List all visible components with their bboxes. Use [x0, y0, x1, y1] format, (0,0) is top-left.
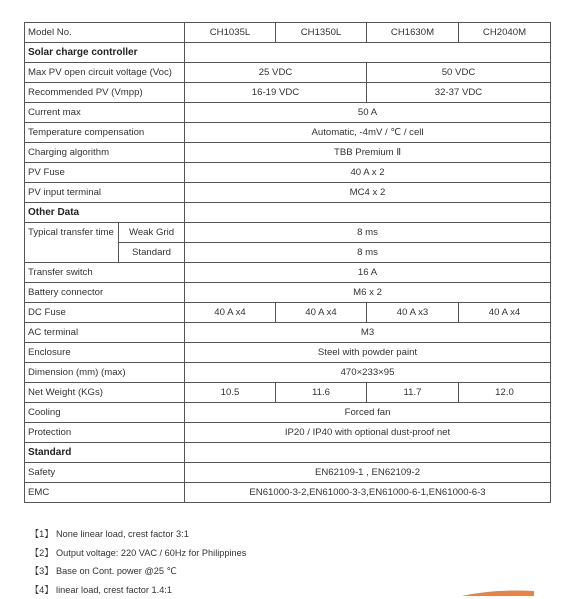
row-value: Automatic, -4mV / ℃ / cell: [185, 123, 551, 143]
row-value: 8 ms: [185, 223, 551, 243]
row-value: Forced fan: [185, 403, 551, 423]
section-empty-cell: [185, 443, 551, 463]
row-label: Recommended PV (Vmpp): [25, 83, 185, 103]
row-value: 40 A x4: [276, 303, 367, 323]
footnote: 【3】 Base on Cont. power @25 ℃: [30, 562, 246, 581]
row-value: 11.6: [276, 383, 367, 403]
row-value: 32-37 VDC: [367, 83, 551, 103]
model-1: CH1035L: [185, 23, 276, 43]
row-label: Battery connector: [25, 283, 185, 303]
table-row: [25, 103, 551, 123]
section-row-standard: [25, 443, 551, 463]
table-row: [25, 303, 551, 323]
table-row: [25, 83, 551, 103]
table-row: [25, 163, 551, 183]
table-row: [25, 403, 551, 423]
footnote: 【1】 None linear load, crest factor 3:1: [30, 525, 246, 544]
row-label: Max PV open circuit voltage (Voc): [25, 63, 185, 83]
row-label: PV Fuse: [25, 163, 185, 183]
table-row: [25, 63, 551, 83]
section-title-standard: Standard: [25, 443, 185, 463]
row-value: M6 x 2: [185, 283, 551, 303]
model-no-label: Model No.: [25, 23, 185, 43]
row-label: Safety: [25, 463, 185, 483]
row-value: IP20 / IP40 with optional dust-proof net: [185, 423, 551, 443]
row-value: Steel with powder paint: [185, 343, 551, 363]
row-label: Current max: [25, 103, 185, 123]
section-empty-cell: [185, 203, 551, 223]
row-label: Charging algorithm: [25, 143, 185, 163]
footnote: 【4】 linear load, crest factor 1.4:1: [30, 581, 246, 599]
model-2: CH1350L: [276, 23, 367, 43]
row-value: TBB Premium Ⅱ: [185, 143, 551, 163]
row-label: Protection: [25, 423, 185, 443]
row-value: 16-19 VDC: [185, 83, 367, 103]
row-value: 11.7: [367, 383, 459, 403]
orange-swoosh-decoration: [462, 588, 534, 596]
row-value: 10.5: [185, 383, 276, 403]
table-row: [25, 463, 551, 483]
row-label: DC Fuse: [25, 303, 185, 323]
row-label: Dimension (mm) (max): [25, 363, 185, 383]
row-value: 40 A x4: [459, 303, 551, 323]
row-value: 25 VDC: [185, 63, 367, 83]
section-title-solar: Solar charge controller: [25, 43, 185, 63]
footnote: 【2】 Output voltage: 220 VAC / 60Hz for Philippines: [30, 544, 246, 563]
row-label: Transfer switch: [25, 263, 185, 283]
row-label: AC terminal: [25, 323, 185, 343]
row-label: Typical transfer time: [25, 223, 119, 263]
row-value: 40 A x3: [367, 303, 459, 323]
footnotes: [30, 525, 246, 599]
table-row: [25, 383, 551, 403]
table-row: [25, 323, 551, 343]
row-value: 16 A: [185, 263, 551, 283]
table-row: [25, 483, 551, 503]
spec-table: [24, 22, 551, 503]
row-label: PV input terminal: [25, 183, 185, 203]
table-row: [25, 283, 551, 303]
row-value: 470×233×95: [185, 363, 551, 383]
model-4: CH2040M: [459, 23, 551, 43]
table-row: [25, 343, 551, 363]
row-value: EN61000-3-2,EN61000-3-3,EN61000-6-1,EN61000-6-3: [185, 483, 551, 503]
table-row: [25, 143, 551, 163]
section-empty-cell: [185, 43, 551, 63]
table-row: [25, 423, 551, 443]
sub-label: Weak Grid: [119, 223, 185, 243]
table-row: [25, 363, 551, 383]
model-3: CH1630M: [367, 23, 459, 43]
row-label: Cooling: [25, 403, 185, 423]
table-row: [25, 183, 551, 203]
section-row-solar: [25, 43, 551, 63]
row-value: 50 A: [185, 103, 551, 123]
row-value: M3: [185, 323, 551, 343]
section-title-other: Other Data: [25, 203, 185, 223]
sub-label: Standard: [119, 243, 185, 263]
row-label: Enclosure: [25, 343, 185, 363]
section-row-other: [25, 203, 551, 223]
table-row-header: [25, 23, 551, 43]
table-row: [25, 223, 551, 243]
row-value: MC4 x 2: [185, 183, 551, 203]
row-label: Temperature compensation: [25, 123, 185, 143]
table-row: [25, 123, 551, 143]
row-label: EMC: [25, 483, 185, 503]
row-value: 8 ms: [185, 243, 551, 263]
row-label: Net Weight (KGs): [25, 383, 185, 403]
row-value: 40 A x 2: [185, 163, 551, 183]
row-value: 40 A x4: [185, 303, 276, 323]
row-value: EN62109-1 , EN62109-2: [185, 463, 551, 483]
row-value: 12.0: [459, 383, 551, 403]
table-row: [25, 263, 551, 283]
row-value: 50 VDC: [367, 63, 551, 83]
